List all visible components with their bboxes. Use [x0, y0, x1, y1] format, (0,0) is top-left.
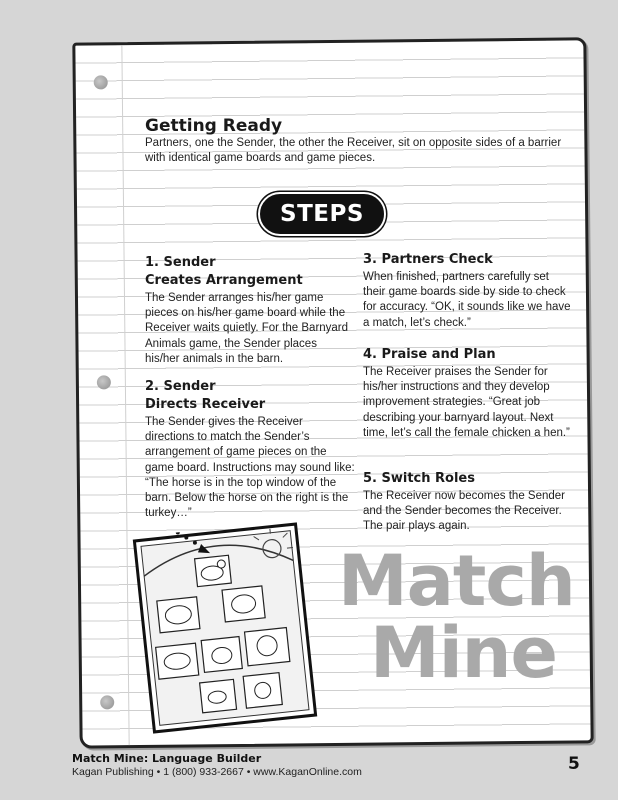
step-5 — [363, 470, 573, 535]
sheep-piece-icon — [157, 597, 200, 633]
barnyard-gameboard-illustration — [130, 520, 320, 737]
step-2 — [145, 378, 355, 521]
footer-title: Match Mine: Language Builder — [72, 752, 262, 765]
watermark-word-2: Mine — [370, 612, 557, 694]
step-title: 3. Partners Check — [363, 252, 493, 267]
getting-ready-title: Getting Ready — [145, 116, 283, 136]
footer-publisher: Kagan Publishing • 1 (800) 933-2667 • www.KaganOnline.com — [72, 766, 362, 778]
page-number: 5 — [568, 754, 580, 774]
step-title: 1. Sender — [145, 255, 216, 270]
step-text: The Sender gives the Receiver directions to match the Sender’s arrangement of game pieces on the game board. Instructions may sound like: “The horse is in the top window of the barn. Below the horse on the right is the turkey…” — [145, 416, 355, 520]
step-text: The Receiver now becomes the Sender and the Sender becomes the Receiver. The pair plays again. — [363, 490, 565, 533]
step-title: 4. Praise and Plan — [363, 347, 496, 362]
chicken-piece-icon — [201, 637, 242, 673]
getting-ready-text: Partners, one the Sender, the other the Receiver, sit on opposite sides of a barrier with identical game boards and game pieces. — [145, 137, 562, 165]
step-1 — [145, 254, 350, 367]
steps-badge: STEPS — [258, 192, 386, 236]
duck-piece-icon — [200, 679, 237, 712]
step-title: 5. Switch Roles — [363, 471, 475, 486]
step-subtitle: Creates Arrangement — [145, 273, 303, 288]
watermark-word-1: Match — [338, 540, 575, 622]
dog-piece-icon — [243, 673, 282, 709]
turkey-piece-icon — [245, 628, 290, 666]
step-text: The Receiver praises the Sender for his/her instructions and they develop improvement strategies. “Great job describing your barnyard layout. Next time, let’s call the female chicken a hen.” — [363, 366, 570, 439]
step-title: 2. Sender — [145, 379, 216, 394]
step-3 — [363, 251, 573, 331]
step-4 — [363, 346, 573, 441]
step-subtitle: Directs Receiver — [145, 397, 266, 412]
step-text: When finished, partners carefully set their game boards side by side to check for accuracy. “OK, it sounds like we have a match, let’s check.” — [363, 271, 571, 329]
cow-piece-icon — [156, 643, 199, 679]
pig-piece-icon — [222, 586, 265, 622]
horse-piece-icon — [195, 555, 232, 586]
step-text: The Sender arranges his/her game pieces on his/her game board while the Receiver waits quietly. For the Barnyard Animals game, the Sender places his/her animals in the barn. — [145, 292, 349, 365]
match-mine-watermark — [330, 540, 575, 694]
